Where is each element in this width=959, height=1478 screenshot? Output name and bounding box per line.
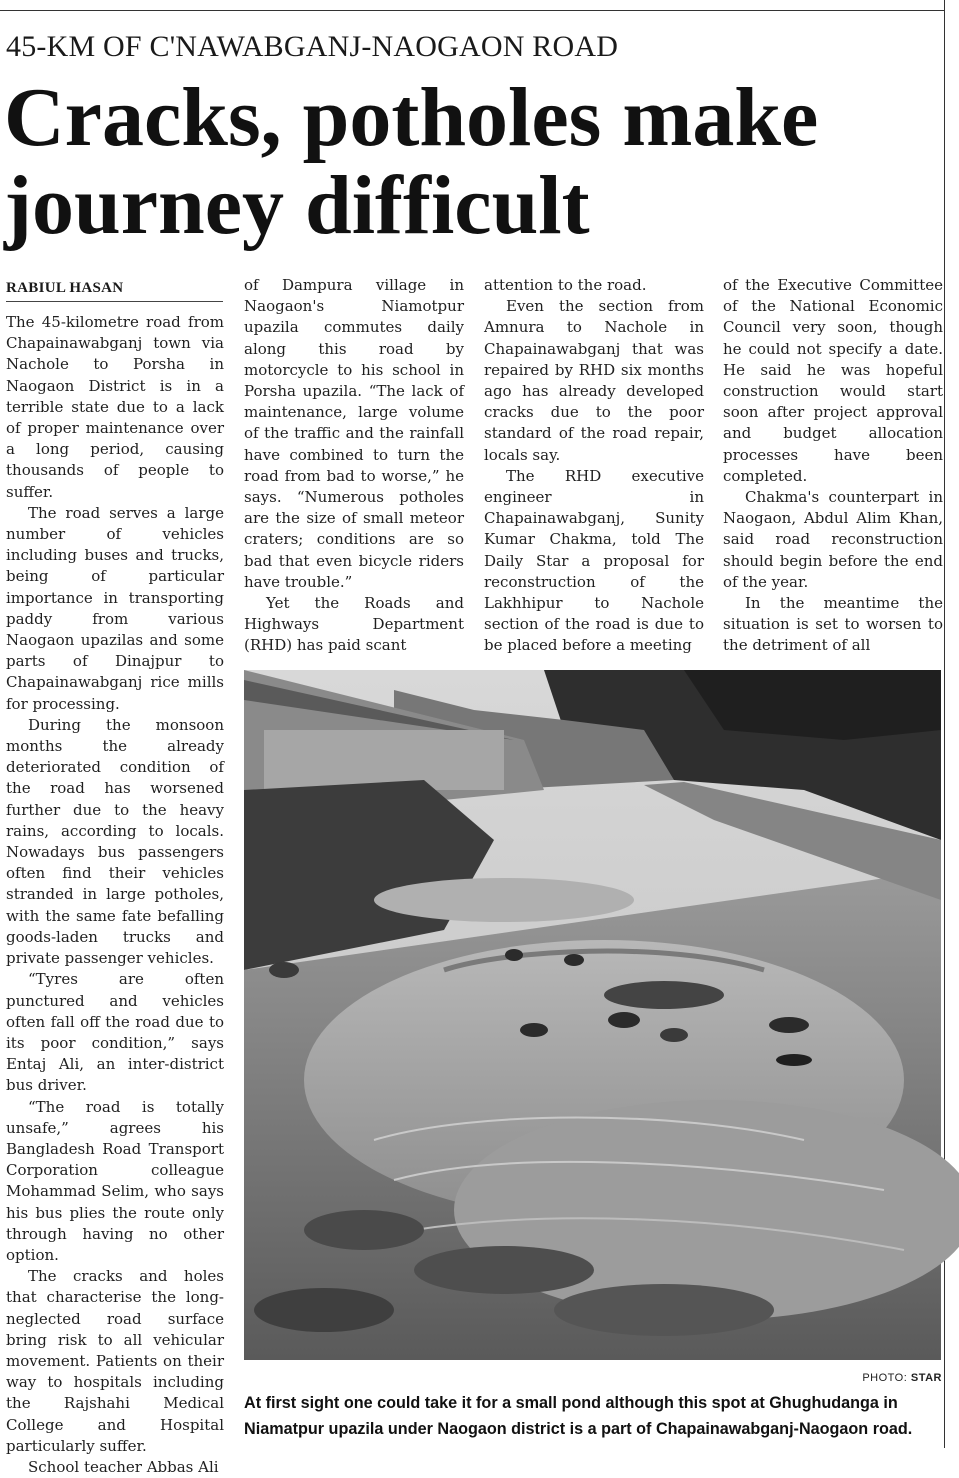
- photo-credit: [760, 1372, 942, 1384]
- paragraph: Even the section from Amnura to Nachole in Chapainawabganj that was repaired by RHD six months ago has already developed cracks due to the poor standard of the road repair, locals say.: [484, 297, 704, 464]
- paragraph: Yet the Roads and Highways Department (RHD) has paid scant: [244, 594, 464, 655]
- photo-caption: At first sight one could take it for a small pond although this spot at Ghughudanga in Niamatpur upazila under Naogaon district is a part of Chapainawabganj-Naogaon road.: [244, 1394, 913, 1438]
- paragraph: of the Executive Committee of the National Economic Council very soon, though he could not specify a date. He said he was hopeful construction would start soon after project approval and budget allocation processes have been completed.: [723, 276, 943, 485]
- article-column-3: [484, 275, 704, 659]
- paragraph: School teacher Abbas Ali: [28, 1457, 219, 1476]
- paragraph: Chakma's counterpart in Naogaon, Abdul Alim Khan, said road reconstruction should begin before the end of the year.: [723, 488, 943, 591]
- news-photo: [244, 670, 941, 1360]
- article-kicker: 45-KM OF C'NAWABGANJ-NAOGAON ROAD: [6, 30, 619, 63]
- paragraph: attention to the road.: [484, 276, 647, 294]
- paragraph: “The road is totally unsafe,” agrees his Bangladesh Road Transport Corporation colleague Mohammad Selim, who says his bus plies the route only through having no other option.: [6, 1097, 224, 1264]
- paragraph: The RHD executive engineer in Chapainawabganj, Sunity Kumar Chakma, told The Daily Star a proposal for reconstruction of the Lakhhipur to Nachole section of the road is due to be placed before a meeting: [484, 466, 704, 655]
- paragraph: of Dampura village in Naogaon's Niamotpur upazila commutes daily along this road by motorcycle to his school in Porsha upazila. “The lack of maintenance, large volume of the traffic and the rainfall have combined to turn the road from bad to worse,” he says. “Numerous potholes are the size of small meteor craters; conditions are so bad that even bicycle riders have trouble.”: [244, 276, 464, 591]
- flooded-road-photo: [244, 670, 941, 1360]
- article-column-4: [723, 275, 943, 659]
- article-byline: RABIUL HASAN: [6, 278, 223, 302]
- article-column-2: [244, 275, 464, 659]
- photo-credit-label: PHOTO:: [862, 1372, 908, 1384]
- paragraph: “Tyres are often punctured and vehicles often fall off the road due to its poor condition,” says Entaj Ali, an inter-district bus driver.: [6, 970, 224, 1095]
- paragraph: The cracks and holes that characterise the long-neglected road surface bring risk to all vehicular movement. Patients on their way to hospitals including the Rajshahi Medical College and Hospital particularly suffer.: [6, 1267, 224, 1455]
- paragraph: The 45-kilometre road from Chapainawabganj town via Nachole to Porsha in Naogaon District is in a terrible state due to a lack of proper maintenance over a long period, causing thousands of people to suffer.: [6, 313, 224, 501]
- top-rule: [0, 10, 944, 11]
- article-column-1: [6, 312, 224, 1476]
- photo-credit-source: STAR: [910, 1372, 942, 1384]
- paragraph: In the meantime the situation is set to worsen to the detriment of all: [723, 594, 943, 655]
- paragraph: The road serves a large number of vehicles including buses and trucks, being of particular importance in transporting paddy from various Naogaon upazilas and some parts of Dinajpur to Chapainawabganj rice mills for processing.: [6, 503, 224, 713]
- paragraph: During the monsoon months the already deteriorated condition of the road has worsened further due to the heavy rains, according to locals. Nowadays bus passengers often find their vehicles stranded in large potholes, with the same fate befalling goods-laden trucks and private passenger vehicles.: [6, 715, 224, 968]
- article-headline: Cracks, potholes make journey difficult: [4, 71, 819, 252]
